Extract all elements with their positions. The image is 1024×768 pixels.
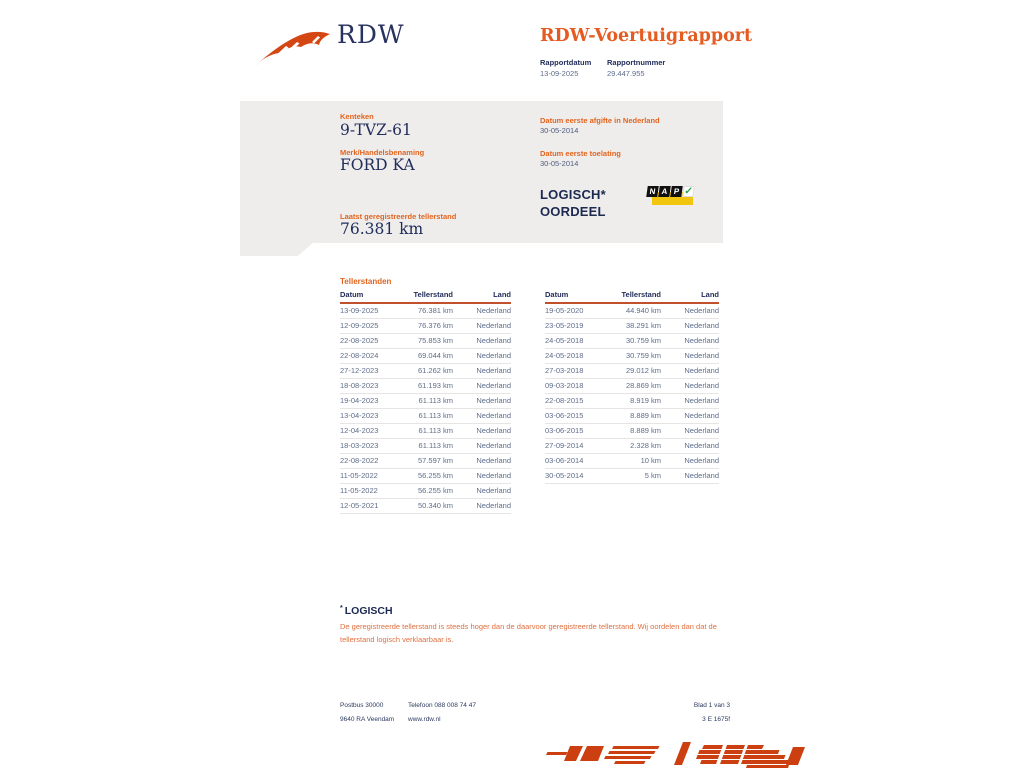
cell-tellerstand: 76.381 km	[400, 303, 453, 318]
last-odometer-value: 76.381 km	[340, 220, 424, 238]
cell-land: Nederland	[453, 348, 511, 363]
footer-form-code: 3 E 1675f	[702, 716, 730, 723]
odometer-section-title: Tellerstanden	[340, 277, 392, 286]
cell-tellerstand: 5 km	[607, 468, 661, 483]
cell-tellerstand: 50.340 km	[400, 498, 453, 513]
judgement-line1: LOGISCH*	[540, 187, 606, 202]
cell-datum: 03-06-2014	[545, 453, 607, 468]
judgement-badge	[540, 186, 606, 220]
cell-datum: 22-08-2024	[340, 348, 400, 363]
cell-land: Nederland	[453, 453, 511, 468]
cell-datum: 19-05-2020	[545, 303, 607, 318]
cell-land: Nederland	[453, 468, 511, 483]
cell-datum: 09-03-2018	[545, 378, 607, 393]
footer-address-line2: 9640 RA Veendam	[340, 716, 395, 723]
table-row	[340, 303, 511, 318]
cell-tellerstand: 61.262 km	[400, 363, 453, 378]
header-tellerstand: Tellerstand	[607, 290, 661, 303]
make-model-label: Merk/Handelsbenaming	[340, 148, 425, 157]
cell-tellerstand: 8.919 km	[607, 393, 661, 408]
cell-land: Nederland	[661, 438, 719, 453]
header-land: Land	[661, 290, 719, 303]
table-row	[340, 393, 511, 408]
nap-letter-n: N	[646, 186, 659, 197]
report-number-value: 29.447.955	[607, 69, 645, 78]
cell-land: Nederland	[661, 303, 719, 318]
report-title: RDW-Voertuigrapport	[540, 26, 753, 46]
cell-tellerstand: 28.869 km	[607, 378, 661, 393]
cell-land: Nederland	[453, 333, 511, 348]
table-row	[545, 438, 719, 453]
cell-land: Nederland	[661, 423, 719, 438]
make-model-value: FORD KA	[340, 156, 415, 174]
report-date-value: 13-09-2025	[540, 69, 579, 78]
cell-tellerstand: 29.012 km	[607, 363, 661, 378]
first-issue-date-label: Datum eerste afgifte in Nederland	[540, 116, 660, 125]
cell-tellerstand: 61.113 km	[400, 393, 453, 408]
footer-page-number: Blad 1 van 3	[693, 702, 730, 709]
cell-tellerstand: 56.255 km	[400, 468, 453, 483]
footer-phone: Telefoon 088 008 74 47	[408, 702, 476, 709]
odometer-table-left	[340, 290, 511, 514]
cell-datum: 12-05-2021	[340, 498, 400, 513]
header-land: Land	[453, 290, 511, 303]
nap-letter-a: A	[658, 186, 671, 197]
cell-tellerstand: 61.113 km	[400, 438, 453, 453]
footnote-title: LOGISCH	[344, 605, 393, 617]
cell-tellerstand: 30.759 km	[607, 333, 661, 348]
table-row	[545, 363, 719, 378]
cell-tellerstand: 69.044 km	[400, 348, 453, 363]
cell-tellerstand: 10 km	[607, 453, 661, 468]
table-header-row	[340, 290, 511, 303]
nap-letter-p: P	[670, 186, 683, 197]
table-row	[545, 408, 719, 423]
cell-land: Nederland	[453, 393, 511, 408]
cell-land: Nederland	[661, 453, 719, 468]
cell-datum: 27-09-2014	[545, 438, 607, 453]
cell-land: Nederland	[453, 303, 511, 318]
table-row	[545, 348, 719, 363]
cell-land: Nederland	[453, 318, 511, 333]
cell-datum: 22-08-2022	[340, 453, 400, 468]
last-odometer-label: Laatst geregistreerde tellerstand	[340, 212, 457, 221]
cell-datum: 30-05-2014	[545, 468, 607, 483]
header-datum: Datum	[340, 290, 400, 303]
table-row	[545, 393, 719, 408]
cell-land: Nederland	[453, 498, 511, 513]
table-row	[340, 333, 511, 348]
cell-land: Nederland	[661, 378, 719, 393]
cell-datum: 22-08-2015	[545, 393, 607, 408]
cell-tellerstand: 57.597 km	[400, 453, 453, 468]
table-row	[545, 423, 719, 438]
cell-land: Nederland	[661, 393, 719, 408]
first-admission-date-label: Datum eerste toelating	[540, 149, 621, 158]
cell-datum: 12-09-2025	[340, 318, 400, 333]
cell-datum: 19-04-2023	[340, 393, 400, 408]
cell-land: Nederland	[453, 408, 511, 423]
cell-tellerstand: 75.853 km	[400, 333, 453, 348]
table-row	[340, 438, 511, 453]
table-row	[545, 318, 719, 333]
cell-tellerstand: 8.889 km	[607, 408, 661, 423]
table-row	[340, 483, 511, 498]
footer-website: www.rdw.nl	[408, 716, 441, 723]
table-row	[340, 408, 511, 423]
table-row	[545, 468, 719, 483]
cell-tellerstand: 8.889 km	[607, 423, 661, 438]
summary-panel-tab	[240, 242, 314, 256]
wing-stripes-graphic	[546, 739, 806, 768]
cell-datum: 03-06-2015	[545, 408, 607, 423]
table-row	[340, 468, 511, 483]
cell-land: Nederland	[453, 378, 511, 393]
table-header-row	[545, 290, 719, 303]
cell-datum: 11-05-2022	[340, 468, 400, 483]
nap-letter-row	[646, 186, 695, 197]
table-row	[545, 453, 719, 468]
header-datum: Datum	[545, 290, 607, 303]
cell-tellerstand: 61.113 km	[400, 408, 453, 423]
cell-datum: 03-06-2015	[545, 423, 607, 438]
cell-datum: 27-03-2018	[545, 363, 607, 378]
cell-land: Nederland	[661, 408, 719, 423]
cell-tellerstand: 2.328 km	[607, 438, 661, 453]
cell-datum: 27-12-2023	[340, 363, 400, 378]
cell-land: Nederland	[661, 363, 719, 378]
judgement-line2: OORDEEL	[540, 204, 606, 219]
cell-datum: 23-05-2019	[545, 318, 607, 333]
cell-tellerstand: 61.113 km	[400, 423, 453, 438]
cell-datum: 22-08-2025	[340, 333, 400, 348]
table-row	[340, 318, 511, 333]
cell-tellerstand: 30.759 km	[607, 348, 661, 363]
table-row	[545, 303, 719, 318]
header-tellerstand: Tellerstand	[400, 290, 453, 303]
cell-tellerstand: 44.940 km	[607, 303, 661, 318]
report-date-label: Rapportdatum	[540, 58, 592, 67]
cell-land: Nederland	[453, 483, 511, 498]
cell-datum: 24-05-2018	[545, 348, 607, 363]
rdw-wordmark: RDW	[337, 20, 405, 49]
table-row	[545, 333, 719, 348]
cell-land: Nederland	[453, 363, 511, 378]
cell-land: Nederland	[453, 423, 511, 438]
cell-datum: 11-05-2022	[340, 483, 400, 498]
nap-logo-icon	[647, 184, 697, 210]
nap-checkmark-icon: ✓	[683, 186, 694, 197]
footnote-text: De geregistreerde tellerstand is steeds hoger dan de daarvoor geregistreerde tellerstand. Wij oordelen dan dat de tellerstand logisch verklaarbaar is.	[340, 622, 717, 644]
table-row	[340, 453, 511, 468]
cell-land: Nederland	[661, 333, 719, 348]
cell-tellerstand: 38.291 km	[607, 318, 661, 333]
cell-land: Nederland	[661, 318, 719, 333]
table-row	[340, 348, 511, 363]
footer-address-line1: Postbus 30000	[340, 702, 384, 709]
rdw-eagle-logo-icon	[252, 28, 334, 70]
cell-datum: 18-08-2023	[340, 378, 400, 393]
cell-tellerstand: 56.255 km	[400, 483, 453, 498]
cell-datum: 24-05-2018	[545, 333, 607, 348]
table-row	[340, 423, 511, 438]
cell-land: Nederland	[661, 468, 719, 483]
table-row	[340, 498, 511, 513]
cell-datum: 18-03-2023	[340, 438, 400, 453]
cell-datum: 12-04-2023	[340, 423, 400, 438]
cell-land: Nederland	[661, 348, 719, 363]
footnote-heading	[340, 605, 393, 617]
footnote-marker: *	[340, 605, 343, 612]
cell-tellerstand: 61.193 km	[400, 378, 453, 393]
table-row	[340, 363, 511, 378]
first-issue-date-value: 30-05-2014	[540, 126, 579, 135]
cell-land: Nederland	[453, 438, 511, 453]
license-plate-value: 9-TVZ-61	[340, 121, 412, 139]
table-row	[340, 378, 511, 393]
first-admission-date-value: 30-05-2014	[540, 159, 579, 168]
cell-datum: 13-04-2023	[340, 408, 400, 423]
table-row	[545, 378, 719, 393]
report-number-label: Rapportnummer	[607, 58, 666, 67]
cell-tellerstand: 76.376 km	[400, 318, 453, 333]
odometer-table-right	[545, 290, 719, 484]
license-plate-label: Kenteken	[340, 112, 374, 121]
cell-datum: 13-09-2025	[340, 303, 400, 318]
